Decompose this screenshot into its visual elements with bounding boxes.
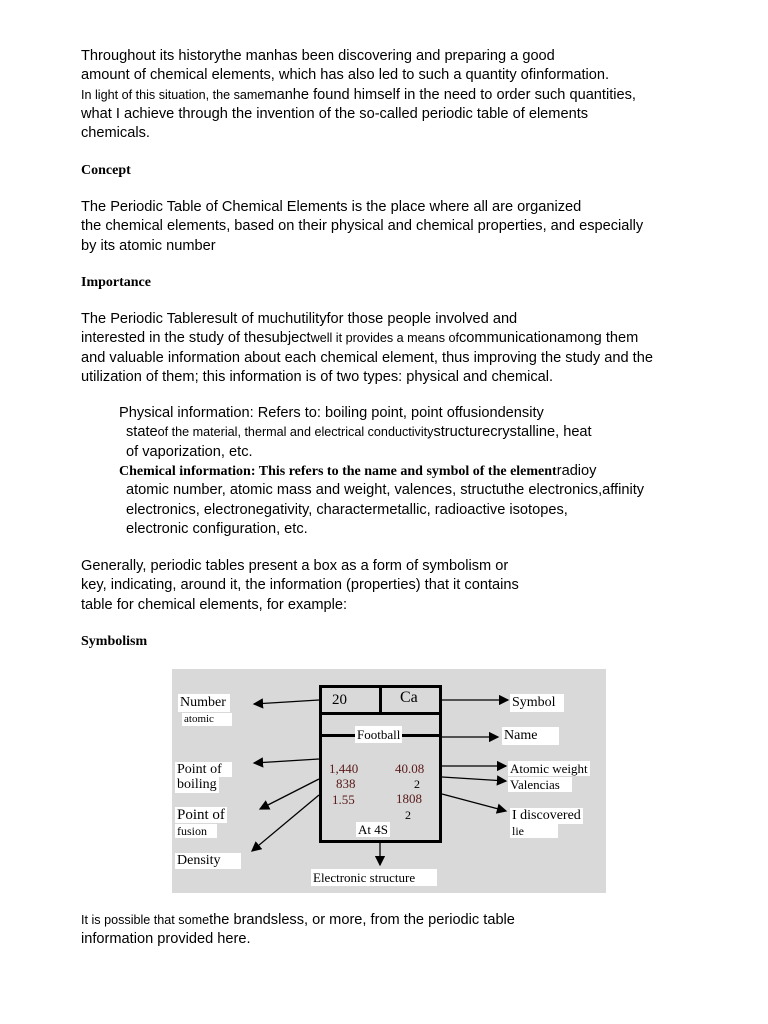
importance-heading: Importance: [81, 275, 151, 290]
importance-line-2a: interested in the study of thesubject: [81, 330, 311, 347]
bullet-chemical-line-4: electronic configuration, etc.: [126, 520, 308, 537]
box-name: Football: [357, 727, 401, 742]
label-fusion-2: fusion: [175, 824, 217, 838]
bullet-chemical-line-1-rest: radioy: [556, 463, 597, 479]
intro-line-4: what I achieve through the invention of the so-called periodic table of elements: [81, 105, 589, 122]
box-atomic-number: 20: [332, 692, 347, 708]
footer-line-1-small: It is possible that some: [81, 913, 210, 927]
bullet-chemical: [81, 462, 766, 539]
label-valencias: Valencias: [508, 777, 572, 792]
bullet-physical-line-3: of vaporization, etc.: [126, 443, 253, 460]
arrow-discovered: [442, 794, 506, 811]
box-boiling: 1,440: [329, 761, 359, 776]
bullet-physical-line-2b: structurecrystalline, heat: [433, 424, 592, 441]
bullet-physical-line-2-small: of the material, thermal and electrical conductivity: [157, 425, 434, 440]
importance-line-1: The Periodic Tableresult of muchutilityfor those people involved and: [81, 311, 518, 327]
general-line-1: Generally, periodic tables present a box as a form of symbolism or: [81, 558, 509, 574]
bullet-chemical-line-1-bold: Chemical information: This refers to the name and symbol of the element: [119, 464, 557, 479]
box-fusion: 838: [336, 776, 356, 791]
bullet-chemical-line-1: [119, 462, 766, 481]
intro-line-5: chemicals.: [81, 125, 150, 142]
concept-line-1: The Periodic Table of Chemical Elements is the place where all are organized: [81, 199, 582, 215]
box-valence: 2: [414, 777, 420, 791]
box-period: 2: [405, 808, 411, 822]
general-line-2: key, indicating, around it, the information (properties) that it contains: [81, 577, 519, 594]
general-paragraph: [81, 557, 519, 615]
label-density: Density: [175, 853, 241, 869]
footer-paragraph: [81, 911, 515, 950]
box-structure: At 4S: [358, 822, 388, 837]
box-symbol: Ca: [400, 689, 418, 706]
label-electronic-structure: Electronic structure: [311, 869, 437, 886]
concept-paragraph: [81, 198, 643, 256]
label-number: Number: [178, 694, 230, 712]
importance-line-3: and valuable information about each chemical element, thus improving the study and the: [81, 349, 653, 366]
intro-line-3: [81, 86, 636, 105]
footer-line-2: information provided here.: [81, 931, 251, 948]
arrow-boiling: [254, 759, 319, 763]
box-weight: 40.08: [395, 761, 425, 776]
label-boiling-1: Point of: [175, 762, 232, 777]
symbolism-heading: Symbolism: [81, 634, 148, 649]
bullet-physical-line-2: [126, 423, 766, 442]
importance-line-2: [81, 329, 653, 348]
arrow-density: [252, 795, 319, 851]
intro-line-2: amount of chemical elements, which has also led to such a quantity ofinformation.: [81, 67, 610, 84]
intro-paragraph: [81, 47, 636, 143]
label-fusion-1: Point of: [177, 807, 225, 823]
bullet-physical: [81, 404, 766, 462]
label-symbol: Symbol: [510, 694, 564, 712]
bullet-physical-line-1: Physical information: Refers to: boiling point, point offusiondensity: [119, 405, 544, 421]
box-top-divider: [379, 688, 382, 712]
intro-line-1: Throughout its historythe manhas been discovering and preparing a good: [81, 48, 555, 64]
label-name: Name: [502, 727, 559, 745]
bullet-chemical-line-3: electronics, electronegativity, charactermetallic, radioactive isotopes,: [126, 501, 568, 518]
box-density: 1.55: [332, 792, 355, 807]
general-line-3: table for chemical elements, for example:: [81, 596, 348, 613]
importance-line-2b: communicationamong them: [459, 330, 639, 347]
symbolism-figure: [172, 669, 606, 893]
arrow-valence: [442, 777, 506, 781]
intro-line-3-rest: manhe found himself in the need to order such quantities,: [264, 86, 636, 103]
bullet-chemical-line-2: atomic number, atomic mass and weight, valences, structuthe electronics,affinity: [126, 482, 645, 499]
box-year: 1808: [396, 791, 422, 806]
importance-line-2-small: well it provides a means of: [310, 331, 459, 346]
concept-heading: Concept: [81, 163, 131, 178]
label-boiling-2: boiling: [177, 777, 217, 792]
footer-line-1: [81, 911, 515, 930]
concept-line-2: the chemical elements, based on their physical and chemical properties, and especially: [81, 218, 644, 235]
label-atomic-weight: Atomic weight: [510, 761, 588, 776]
label-discovered: I discovered: [512, 808, 581, 823]
importance-line-4: utilization of them; this information is of two types: physical and chemical.: [81, 368, 554, 385]
footer-line-1-rest: the brandsless, or more, from the periodic table: [209, 912, 515, 928]
arrow-fusion: [260, 779, 319, 809]
importance-paragraph: [81, 310, 653, 387]
label-lie: lie: [510, 824, 558, 838]
arrow-number: [254, 700, 319, 704]
label-atomic: atomic: [182, 713, 232, 726]
bullet-physical-line-2a: state: [126, 424, 158, 441]
intro-line-3-small: In light of this situation, the same: [81, 87, 265, 102]
concept-line-3: by its atomic number: [81, 237, 216, 254]
